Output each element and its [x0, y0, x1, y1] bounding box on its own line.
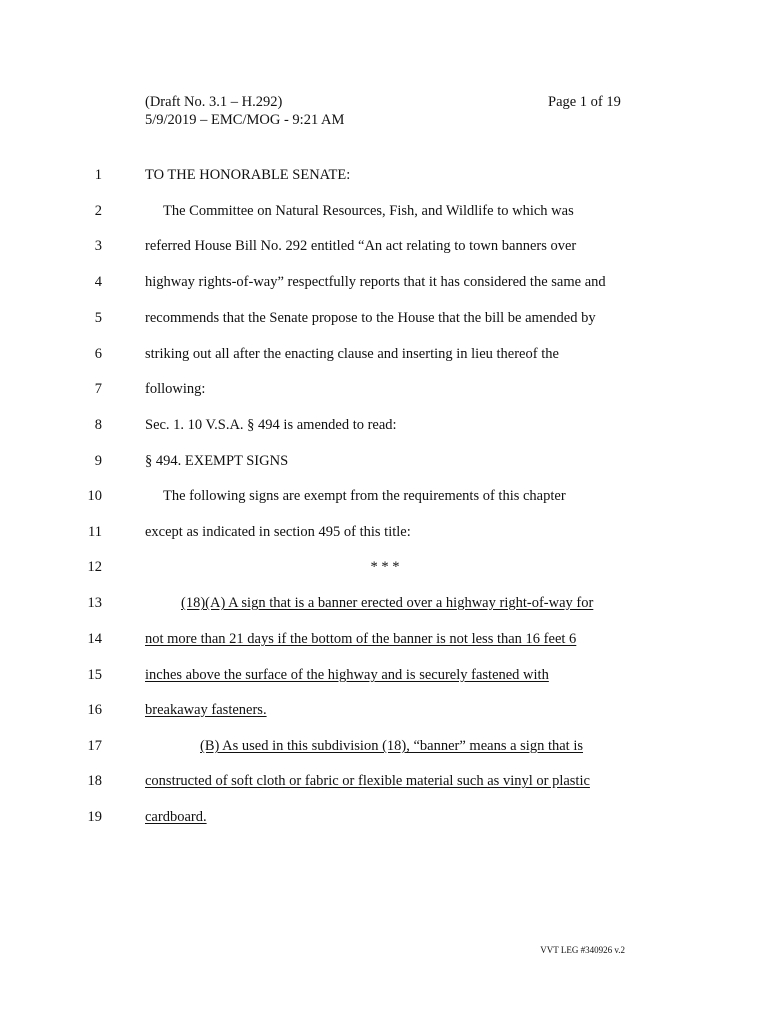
bill-line [0, 771, 770, 791]
line-number: 9 [94, 453, 102, 469]
line-text-added: inches above the surface of the highway and is securely fastened with [145, 667, 549, 683]
line-text: The Committee on Natural Resources, Fish, and Wildlife to which was [163, 203, 574, 219]
line-number: 5 [94, 310, 102, 326]
line-number: 18 [87, 773, 102, 789]
page-number: Page 1 of 19 [548, 94, 621, 110]
line-text: Sec. 1. 10 V.S.A. § 494 is amended to read: [145, 417, 397, 433]
document-header [145, 93, 344, 129]
bill-line [0, 236, 770, 256]
line-number: 13 [87, 595, 102, 611]
bill-line [0, 451, 770, 471]
line-text-added: cardboard. [145, 809, 207, 825]
line-number: 7 [94, 381, 102, 397]
line-number: 12 [87, 559, 102, 575]
bill-line [0, 700, 770, 720]
bill-line [0, 165, 770, 185]
line-number: 3 [94, 238, 102, 254]
line-text-added: (B) As used in this subdivision (18), “banner” means a sign that is [200, 738, 583, 754]
bill-line [0, 486, 770, 506]
bill-line [0, 415, 770, 435]
line-number: 19 [87, 809, 102, 825]
line-text: referred House Bill No. 292 entitled “An act relating to town banners over [145, 238, 577, 254]
line-text: TO THE HONORABLE SENATE: [145, 167, 351, 183]
bill-line [0, 344, 770, 364]
bill-line [0, 308, 770, 328]
bill-line [0, 379, 770, 399]
bill-line [0, 201, 770, 221]
line-text: § 494. EXEMPT SIGNS [145, 453, 289, 469]
bill-line [0, 557, 770, 577]
line-text: recommends that the Senate propose to the House that the bill be amended by [145, 310, 596, 326]
bill-line [0, 522, 770, 542]
line-text: following: [145, 381, 206, 397]
bill-line [0, 272, 770, 292]
line-number: 15 [87, 667, 102, 683]
date-time-label: 5/9/2019 – EMC/MOG - 9:21 AM [145, 112, 345, 128]
bill-line [0, 807, 770, 827]
line-text-added: breakaway fasteners. [145, 702, 267, 718]
line-text-added: not more than 21 days if the bottom of the banner is not less than 16 feet 6 [145, 631, 577, 647]
draft-label: (Draft No. 3.1 – H.292) [145, 94, 283, 110]
line-number: 1 [94, 167, 102, 183]
bill-line [0, 736, 770, 756]
document-footer: VVT LEG #340926 v.2 [540, 945, 625, 955]
line-text: striking out all after the enacting clause and inserting in lieu thereof the [145, 346, 559, 362]
line-number: 6 [94, 346, 102, 362]
bill-line [0, 593, 770, 613]
line-text: except as indicated in section 495 of this title: [145, 524, 411, 540]
bill-line [0, 629, 770, 649]
line-number: 10 [87, 488, 102, 504]
line-text-added: (18)(A) A sign that is a banner erected over a highway right-of-way for [181, 595, 594, 611]
line-number: 17 [87, 738, 102, 754]
line-number: 8 [94, 417, 102, 433]
line-text: highway rights-of-way” respectfully reports that it has considered the same and [145, 274, 606, 290]
bill-line [0, 665, 770, 685]
line-number: 11 [88, 524, 102, 540]
line-number: 14 [87, 631, 102, 647]
line-number: 2 [94, 203, 102, 219]
line-text-added: constructed of soft cloth or fabric or flexible material such as vinyl or plastic [145, 773, 590, 789]
line-text: The following signs are exempt from the requirements of this chapter [163, 488, 566, 504]
line-number: 4 [94, 274, 102, 290]
section-separator: * * * [370, 559, 400, 575]
line-number: 16 [87, 702, 102, 718]
